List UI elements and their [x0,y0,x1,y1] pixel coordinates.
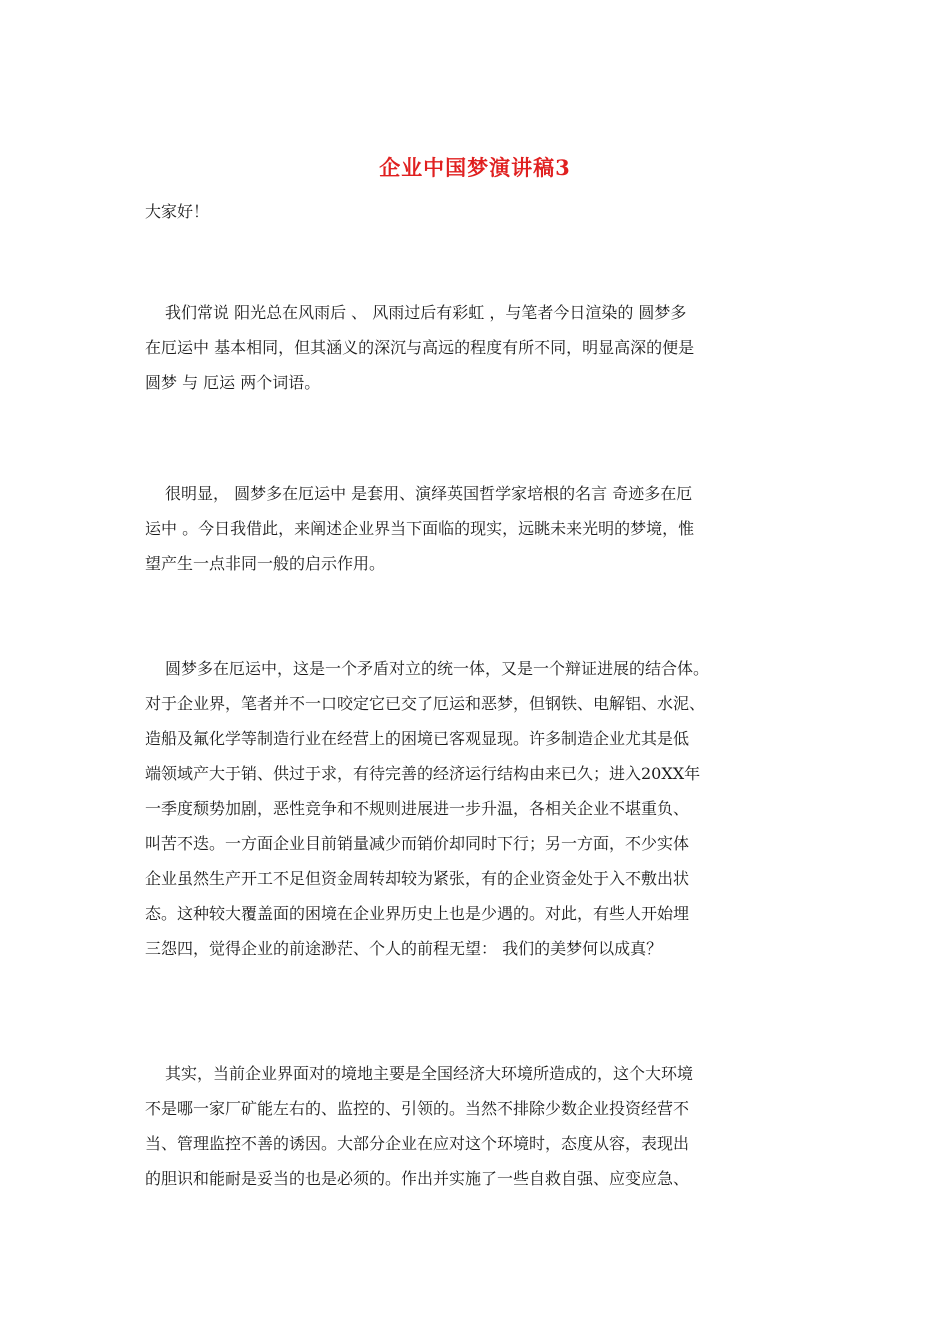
paragraph-line: 三怨四，觉得企业的前途渺茫、个人的前程无望： 我们的美梦何以成真？ [145,939,663,958]
paragraph-line: 我们常说 阳光总在风雨后 、 风雨过后有彩虹 ，与笔者今日渲染的 圆梦多 [165,303,687,322]
paragraph-line: 圆梦 与 厄运 两个词语。 [145,373,321,392]
paragraph-3 [145,651,810,966]
paragraph-line: 圆梦多在厄运中，这是一个矛盾对立的统一体，又是一个辩证进展的结合体。 [165,659,710,678]
greeting-text: 大家好！ [145,202,210,221]
paragraph-line: 在厄运中 基本相同，但其涵义的深沉与高远的程度有所不同，明显高深的便是 [145,338,695,357]
paragraph-line: 端领域产大于销、供过于求，有待完善的经济运行结构由来已久；进入20XX年 [145,764,701,783]
paragraph-line: 的胆识和能耐是妥当的也是必须的。作出并实施了一些自救自强、应变应急、 [145,1169,690,1188]
paragraph-1 [145,295,810,400]
paragraph-line: 很明显， 圆梦多在厄运中 是套用、演绎英国哲学家培根的名言 奇迹多在厄 [165,484,693,503]
paragraph-line: 不是哪一家厂矿能左右的、监控的、引领的。当然不排除少数企业投资经营不 [145,1099,690,1118]
paragraph-line: 当、管理监控不善的诱因。大部分企业在应对这个环境时，态度从容，表现出 [145,1134,690,1153]
paragraph-line: 造船及氟化学等制造行业在经营上的困境已客观显现。许多制造企业尤其是低 [145,729,690,748]
paragraph-line: 企业虽然生产开工不足但资金周转却较为紧张，有的企业资金处于入不敷出状 [145,869,690,888]
paragraph-2 [145,476,810,581]
paragraph-line: 望产生一点非同一般的启示作用。 [145,554,386,573]
paragraph-line: 对于企业界，笔者并不一口咬定它已交了厄运和恶梦，但钢铁、电解铝、水泥、 [145,694,706,713]
paragraph-4 [145,1056,810,1196]
paragraph-line: 一季度颓势加剧，恶性竞争和不规则进展进一步升温，各相关企业不堪重负、 [145,799,690,818]
document-title: 企业中国梦演讲稿3 [379,155,571,180]
paragraph-line: 态。这种较大覆盖面的困境在企业界历史上也是少遇的。对此，有些人开始埋 [145,904,690,923]
paragraph-line: 运中 。今日我借此，来阐述企业界当下面临的现实，远眺未来光明的梦境，惟 [145,519,695,538]
paragraph-line: 其实，当前企业界面对的境地主要是全国经济大环境所造成的，这个大环境 [165,1064,694,1083]
paragraph-line: 叫苦不迭。一方面企业目前销量减少而销价却同时下行；另一方面，不少实体 [145,834,690,853]
